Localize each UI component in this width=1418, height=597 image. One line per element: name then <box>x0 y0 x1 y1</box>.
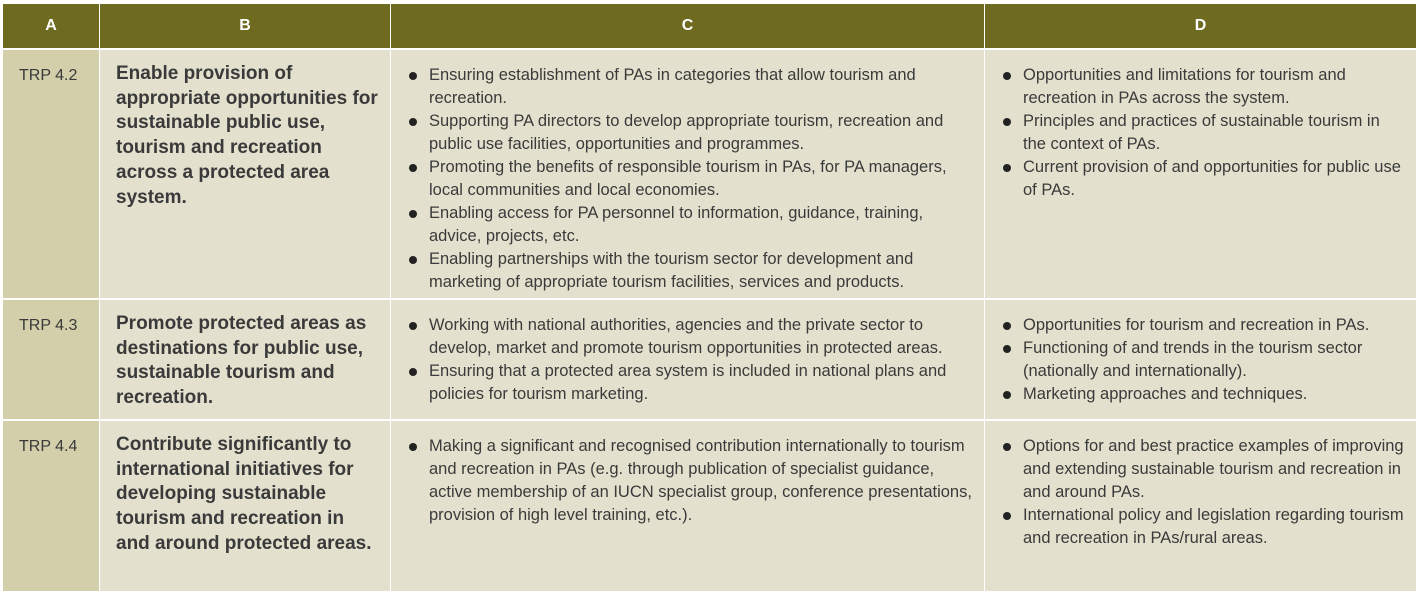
list-item: Supporting PA directors to develop appropriate tourism, recreation and public use facilities, opportunities and programmes. <box>407 110 972 156</box>
row-code: TRP 4.2 <box>3 50 99 298</box>
row-activities <box>391 300 984 419</box>
list-item: Opportunities for tourism and recreation in PAs. <box>1001 314 1404 337</box>
row-knowledge <box>985 50 1416 298</box>
row-code: TRP 4.3 <box>3 300 99 419</box>
row-code: TRP 4.4 <box>3 421 99 591</box>
list-item: Enabling partnerships with the tourism sector for development and marketing of appropriate tourism facilities, services and products. <box>407 248 972 294</box>
list-item: Current provision of and opportunities for public use of PAs. <box>1001 156 1404 202</box>
list-item: Promoting the benefits of responsible tourism in PAs, for PA managers, local communities and local economies. <box>407 156 972 202</box>
list-item: Making a significant and recognised contribution internationally to tourism and recreation in PAs (e.g. through publication of specialist guidance, active membership of an IUCN specialist group, conference presentations, provision of high level training, etc.). <box>407 435 972 527</box>
column-header-d: D <box>985 4 1416 48</box>
list-item: Opportunities and limitations for tourism and recreation in PAs across the system. <box>1001 64 1404 110</box>
list-item: Functioning of and trends in the tourism sector (nationally and internationally). <box>1001 337 1404 383</box>
row-activities <box>391 50 984 298</box>
list-item: International policy and legislation regarding tourism and recreation in PAs/rural areas. <box>1001 504 1404 550</box>
row-title: Promote protected areas as destinations for public use, sustainable tourism and recreation. <box>100 300 390 419</box>
column-header-b: B <box>100 4 390 48</box>
list-item: Enabling access for PA personnel to information, guidance, training, advice, projects, etc. <box>407 202 972 248</box>
column-header-a: A <box>3 4 99 48</box>
list-item: Options for and best practice examples of improving and extending sustainable tourism and recreation in and around PAs. <box>1001 435 1404 504</box>
list-item: Ensuring establishment of PAs in categories that allow tourism and recreation. <box>407 64 972 110</box>
column-header-c: C <box>391 4 984 48</box>
list-item: Ensuring that a protected area system is included in national plans and policies for tourism marketing. <box>407 360 972 406</box>
row-knowledge <box>985 300 1416 419</box>
row-knowledge <box>985 421 1416 591</box>
competency-table <box>3 4 1415 591</box>
row-title: Enable provision of appropriate opportunities for sustainable public use, tourism and recreation across a protected area system. <box>100 50 390 298</box>
row-title: Contribute significantly to international initiatives for developing sustainable tourism and recreation in and around protected areas. <box>100 421 390 591</box>
list-item: Marketing approaches and techniques. <box>1001 383 1404 406</box>
list-item: Principles and practices of sustainable tourism in the context of PAs. <box>1001 110 1404 156</box>
list-item: Working with national authorities, agencies and the private sector to develop, market and promote tourism opportunities in protected areas. <box>407 314 972 360</box>
row-activities <box>391 421 984 591</box>
